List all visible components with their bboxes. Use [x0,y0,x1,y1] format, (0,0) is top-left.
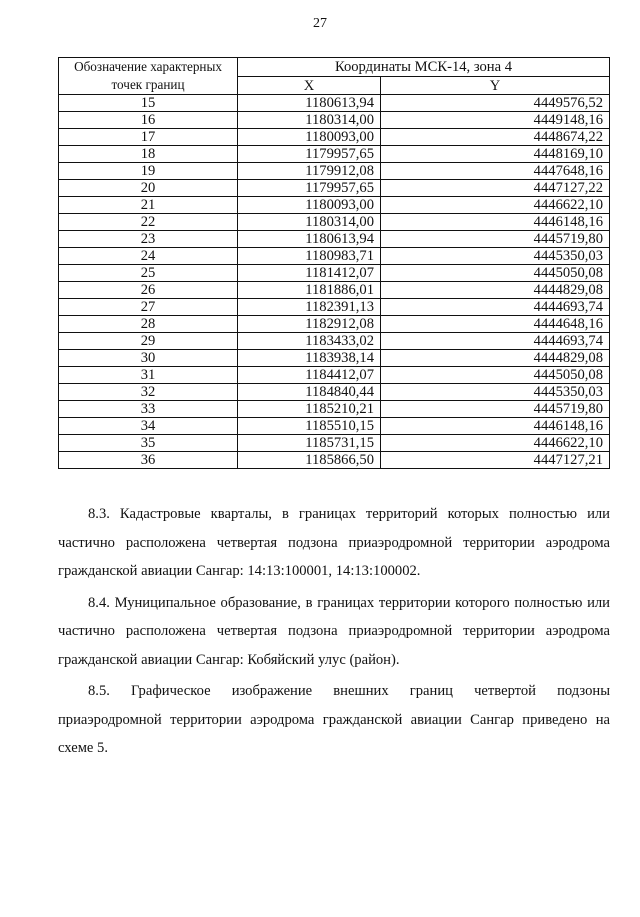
coord-x: 1182391,13 [238,299,381,316]
point-number: 21 [59,197,238,214]
coord-x: 1179912,08 [238,163,381,180]
coord-x: 1180314,00 [238,112,381,129]
point-number: 31 [59,367,238,384]
point-number: 33 [59,401,238,418]
header-x: X [238,77,381,95]
coord-x: 1185210,21 [238,401,381,418]
coord-x: 1185866,50 [238,452,381,469]
point-number: 26 [59,282,238,299]
table-row [59,129,610,146]
body-text [58,500,610,766]
coord-x: 1180314,00 [238,214,381,231]
coord-y: 4448169,10 [381,146,610,163]
header-coordinates: Координаты МСК-14, зона 4 [238,58,610,77]
paragraph-8-4: 8.4. Муниципальное образование, в границах территории которого полностью или частично расположена четвертая подзона приаэродромной территории аэродрома гражданской авиации Сангар: Кобяйский улус (район). [58,594,610,668]
coord-y: 4447127,22 [381,180,610,197]
coord-y: 4449148,16 [381,112,610,129]
coordinates-table [58,57,610,469]
table-row [59,435,610,452]
point-number: 27 [59,299,238,316]
point-number: 34 [59,418,238,435]
coord-x: 1183938,14 [238,350,381,367]
table-row [59,231,610,248]
table-row [59,350,610,367]
table-body [59,95,610,469]
table-row [59,248,610,265]
coord-x: 1180093,00 [238,197,381,214]
coord-x: 1179957,65 [238,146,381,163]
coord-x: 1185731,15 [238,435,381,452]
coord-y: 4449576,52 [381,95,610,112]
coord-y: 4445050,08 [381,265,610,282]
point-number: 28 [59,316,238,333]
table-row [59,95,610,112]
table-row [59,367,610,384]
point-number: 32 [59,384,238,401]
paragraph-8-3: 8.3. Кадастровые кварталы, в границах территорий которых полностью или частично расположена четвертая подзона приаэродромной территории аэродрома гражданской авиации Сангар: 14:13:100001, 14:13:100002. [58,506,610,579]
coord-y: 4448674,22 [381,129,610,146]
coord-y: 4445050,08 [381,367,610,384]
coord-y: 4444693,74 [381,299,610,316]
table-row [59,197,610,214]
point-number: 29 [59,333,238,350]
point-number: 23 [59,231,238,248]
header-boundary-points: Обозначение характерных точек границ [59,58,238,95]
coord-x: 1183433,02 [238,333,381,350]
table-row [59,401,610,418]
table-row [59,214,610,231]
coord-y: 4444829,08 [381,350,610,367]
point-number: 20 [59,180,238,197]
coord-x: 1184840,44 [238,384,381,401]
table-row [59,333,610,350]
page-number: 27 [313,16,327,31]
coord-y: 4446148,16 [381,418,610,435]
point-number: 24 [59,248,238,265]
table-row [59,316,610,333]
coord-x: 1179957,65 [238,180,381,197]
point-number: 19 [59,163,238,180]
coord-x: 1184412,07 [238,367,381,384]
point-number: 15 [59,95,238,112]
coord-x: 1185510,15 [238,418,381,435]
point-number: 22 [59,214,238,231]
coord-x: 1181412,07 [238,265,381,282]
coord-y: 4447127,21 [381,452,610,469]
coord-y: 4444693,74 [381,333,610,350]
coord-x: 1180613,94 [238,231,381,248]
table-row [59,265,610,282]
paragraph-8-5: 8.5. Графическое изображение внешних границ четвертой подзоны приаэродромной территории аэродрома гражданской авиации Сангар приведено на схеме 5. [58,683,610,756]
table-row [59,180,610,197]
point-number: 17 [59,129,238,146]
table-row [59,418,610,435]
table-row [59,452,610,469]
coord-y: 4444648,16 [381,316,610,333]
point-number: 30 [59,350,238,367]
coord-x: 1180093,00 [238,129,381,146]
coord-y: 4445719,80 [381,401,610,418]
table-row [59,163,610,180]
coord-y: 4445350,03 [381,248,610,265]
coord-x: 1181886,01 [238,282,381,299]
coord-y: 4446622,10 [381,435,610,452]
point-number: 25 [59,265,238,282]
table-row [59,112,610,129]
coord-y: 4444829,08 [381,282,610,299]
point-number: 16 [59,112,238,129]
coord-y: 4445719,80 [381,231,610,248]
point-number: 36 [59,452,238,469]
table-row [59,299,610,316]
point-number: 35 [59,435,238,452]
coord-y: 4445350,03 [381,384,610,401]
coord-x: 1180983,71 [238,248,381,265]
header-y: Y [381,77,610,95]
coord-x: 1180613,94 [238,95,381,112]
coord-y: 4446622,10 [381,197,610,214]
point-number: 18 [59,146,238,163]
table-row [59,146,610,163]
coord-x: 1182912,08 [238,316,381,333]
table-row [59,282,610,299]
table-row [59,384,610,401]
coord-y: 4446148,16 [381,214,610,231]
coord-y: 4447648,16 [381,163,610,180]
